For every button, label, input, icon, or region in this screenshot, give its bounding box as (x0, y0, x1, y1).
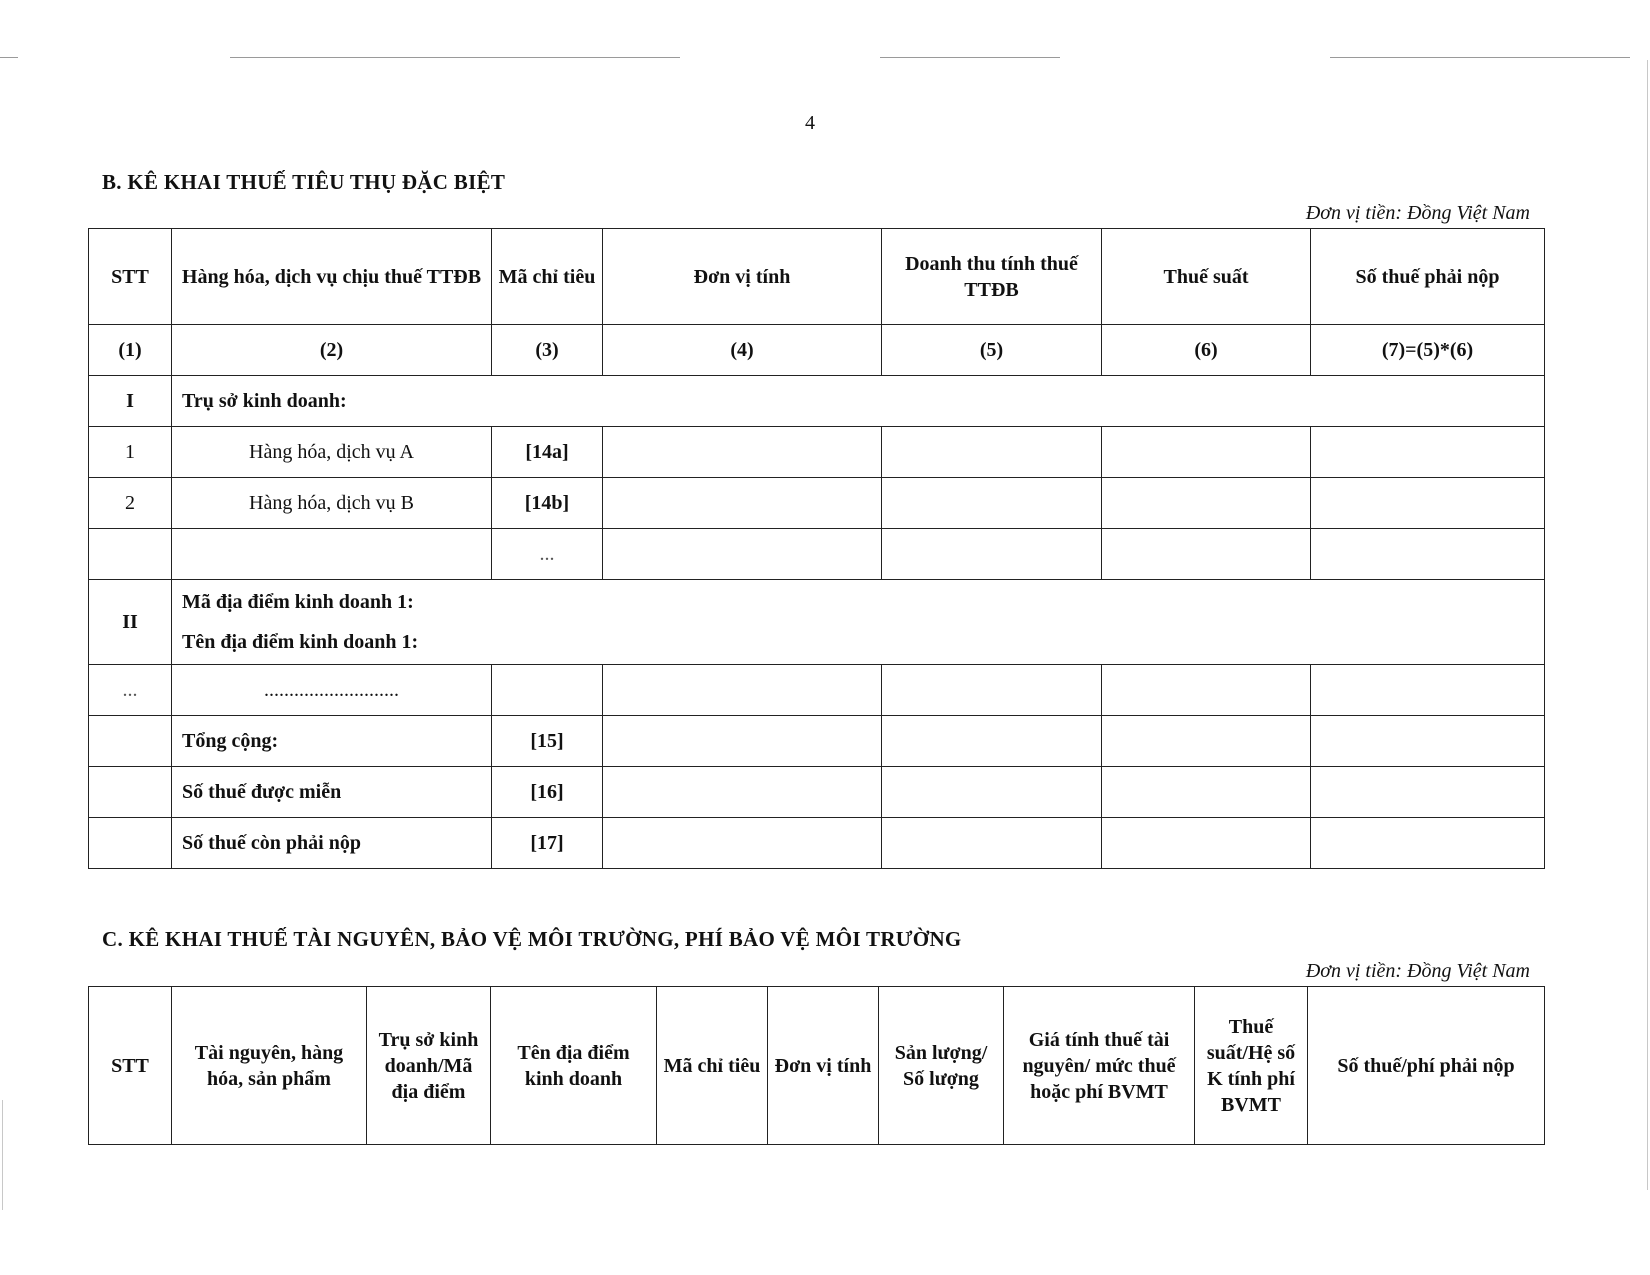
col-number: (3) (492, 325, 603, 376)
cell-empty (1311, 529, 1545, 580)
cell-empty (1311, 767, 1545, 818)
row-stt: ... (89, 665, 172, 716)
cell-empty (882, 478, 1102, 529)
table-row (89, 665, 1545, 716)
cell-empty (89, 767, 172, 818)
cell-empty (603, 478, 882, 529)
table-row (89, 478, 1545, 529)
header-tax-due: Số thuế phải nộp (1311, 229, 1545, 325)
section-b-table (88, 228, 1545, 869)
cell-empty (1102, 427, 1311, 478)
row-stt: 2 (89, 478, 172, 529)
row-stt (89, 529, 172, 580)
header-stt: STT (89, 229, 172, 325)
col-number: (2) (172, 325, 492, 376)
header-code: Mã chỉ tiêu (492, 229, 603, 325)
header-resource: Tài nguyên, hàng hóa, sản phẩm (172, 987, 367, 1145)
header-code: Mã chỉ tiêu (657, 987, 768, 1145)
table-row (89, 529, 1545, 580)
total-row (89, 818, 1545, 869)
header-stt: STT (89, 987, 172, 1145)
header-quantity: Sản lượng/ Số lượng (879, 987, 1004, 1145)
cell-empty (882, 427, 1102, 478)
col-number: (7)=(5)*(6) (1311, 325, 1545, 376)
scan-edge (1647, 60, 1648, 1190)
total-code: [17] (492, 818, 603, 869)
cell-empty (603, 427, 882, 478)
header-revenue: Doanh thu tính thuế TTĐB (882, 229, 1102, 325)
cell-empty (603, 767, 882, 818)
cell-empty (1311, 818, 1545, 869)
column-number-row (89, 325, 1545, 376)
col-number: (6) (1102, 325, 1311, 376)
header-location-name: Tên địa điểm kinh doanh (491, 987, 657, 1145)
cell-empty (603, 529, 882, 580)
cell-empty (1311, 478, 1545, 529)
col-number: (1) (89, 325, 172, 376)
header-goods: Hàng hóa, dịch vụ chịu thuế TTĐB (172, 229, 492, 325)
total-label: Số thuế còn phải nộp (172, 818, 492, 869)
scan-line (230, 57, 680, 58)
group-label: Trụ sở kinh doanh: (172, 376, 1545, 427)
cell-empty (89, 818, 172, 869)
cell-empty (603, 665, 882, 716)
page-number: 4 (805, 112, 815, 134)
cell-empty (1102, 716, 1311, 767)
cell-empty (492, 665, 603, 716)
total-label: Số thuế được miễn (172, 767, 492, 818)
row-goods-name (172, 529, 492, 580)
group-stt: II (89, 580, 172, 665)
row-code: ... (492, 529, 603, 580)
col-number: (4) (603, 325, 882, 376)
cell-empty (1311, 716, 1545, 767)
row-goods-name: Hàng hóa, dịch vụ B (172, 478, 492, 529)
row-goods-name: ........................... (172, 665, 492, 716)
header-row (89, 987, 1545, 1145)
section-c-table (88, 986, 1545, 1145)
scan-line (0, 57, 18, 58)
scan-line (880, 57, 1060, 58)
cell-empty (882, 767, 1102, 818)
cell-empty (882, 665, 1102, 716)
header-row (89, 229, 1545, 325)
header-unit: Đơn vị tính (603, 229, 882, 325)
total-row (89, 767, 1545, 818)
header-tax-fee-due: Số thuế/phí phải nộp (1308, 987, 1545, 1145)
row-stt: 1 (89, 427, 172, 478)
cell-empty (882, 818, 1102, 869)
total-code: [16] (492, 767, 603, 818)
total-label: Tổng cộng: (172, 716, 492, 767)
total-code: [15] (492, 716, 603, 767)
group-label (172, 580, 1545, 665)
cell-empty (603, 818, 882, 869)
row-goods-name: Hàng hóa, dịch vụ A (172, 427, 492, 478)
cell-empty (1102, 767, 1311, 818)
cell-empty (1311, 427, 1545, 478)
header-office-location-code: Trụ sở kinh doanh/Mã địa điểm (367, 987, 491, 1145)
cell-empty (882, 529, 1102, 580)
cell-empty (1102, 529, 1311, 580)
group-row-head-office (89, 376, 1545, 427)
table-row (89, 427, 1545, 478)
cell-empty (882, 716, 1102, 767)
group-stt: I (89, 376, 172, 427)
cell-empty (603, 716, 882, 767)
section-c-currency-unit: Đơn vị tiền: Đồng Việt Nam (1305, 960, 1530, 982)
header-taxable-price: Giá tính thuế tài nguyên/ mức thuế hoặc phí BVMT (1004, 987, 1195, 1145)
cell-empty (1102, 665, 1311, 716)
cell-empty (1311, 665, 1545, 716)
header-rate-k: Thuế suất/Hệ số K tính phí BVMT (1195, 987, 1308, 1145)
scan-line (1330, 57, 1630, 58)
location-name-label: Tên địa điểm kinh doanh 1: (182, 631, 419, 653)
cell-empty (1102, 478, 1311, 529)
total-row (89, 716, 1545, 767)
row-code: [14b] (492, 478, 603, 529)
section-c-title: C. KÊ KHAI THUẾ TÀI NGUYÊN, BẢO VỆ MÔI TRƯỜNG, PHÍ BẢO VỆ MÔI TRƯỜNG (102, 927, 962, 951)
location-code-label: Mã địa điểm kinh doanh 1: (182, 591, 414, 613)
scan-edge (2, 1100, 3, 1210)
group-row-business-location (89, 580, 1545, 665)
cell-empty (89, 716, 172, 767)
col-number: (5) (882, 325, 1102, 376)
section-b-currency-unit: Đơn vị tiền: Đồng Việt Nam (1305, 202, 1530, 224)
header-rate: Thuế suất (1102, 229, 1311, 325)
section-b-title: B. KÊ KHAI THUẾ TIÊU THỤ ĐẶC BIỆT (102, 170, 506, 194)
row-code: [14a] (492, 427, 603, 478)
cell-empty (1102, 818, 1311, 869)
header-unit: Đơn vị tính (768, 987, 879, 1145)
